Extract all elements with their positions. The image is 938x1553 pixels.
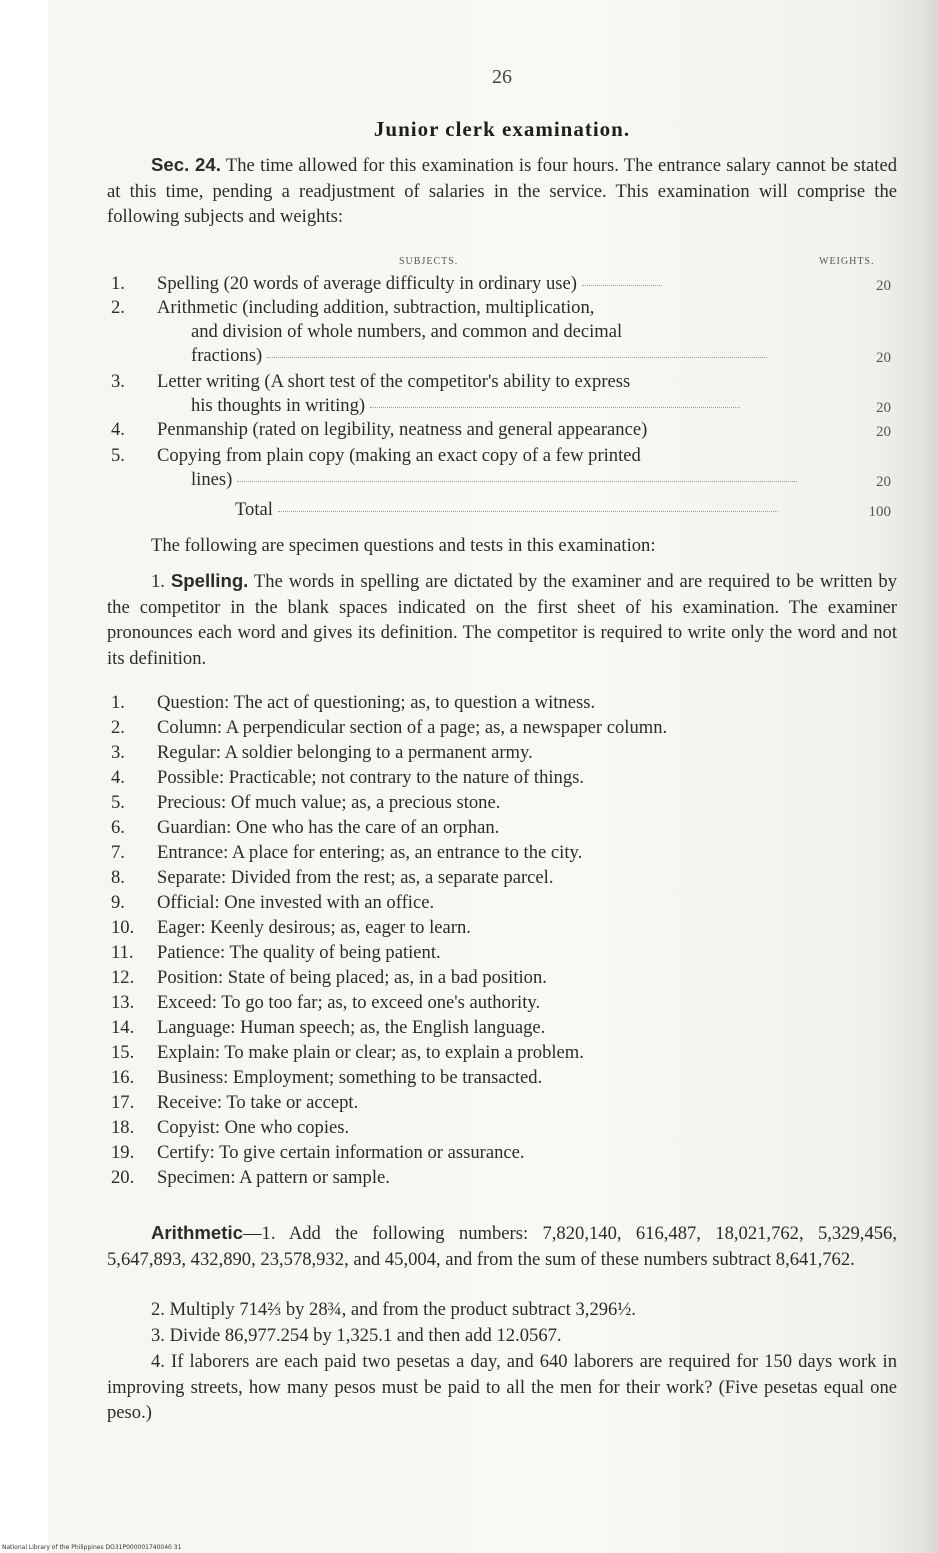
item-text: Position: State of being placed; as, in a bad position. bbox=[157, 967, 547, 988]
subject-number: 1. bbox=[111, 273, 125, 294]
arithmetic-q1-text: —1. Add the following numbers: 7,820,140, 616,487, 18,021,762, 5,329,456, 5,647,893, 432,890, 23,578,932, and 45,004, and from the sum of these numbers subtract 8,641,762. bbox=[107, 1223, 897, 1270]
item-number: 11. bbox=[111, 942, 134, 963]
item-text: Patience: The quality of being patient. bbox=[157, 942, 441, 963]
subject-text: Penmanship (rated on legibility, neatness and general appearance) bbox=[157, 419, 648, 440]
subject-weight: 20 bbox=[876, 424, 891, 440]
subject-text: Letter writing (A short test of the competitor's ability to express bbox=[157, 371, 631, 392]
item-number: 17. bbox=[111, 1092, 135, 1113]
item-text: Column: A perpendicular section of a page; as, a newspaper column. bbox=[157, 717, 668, 738]
item-text: Guardian: One who has the care of an orphan. bbox=[157, 817, 500, 838]
subject-text: Copying from plain copy (making an exact copy of a few printed bbox=[157, 445, 641, 466]
item-number: 15. bbox=[111, 1042, 135, 1063]
item-text: Precious: Of much value; as, a precious stone. bbox=[157, 792, 501, 813]
arithmetic-q4-text: 4. If laborers are each paid two pesetas a day, and 640 laborers are required for 150 days work in improving streets, how many pesos must be paid to all the men for their work? (Five pesetas equal one peso.) bbox=[107, 1351, 897, 1423]
arithmetic-question-4 bbox=[107, 1349, 897, 1426]
item-number: 1. bbox=[111, 692, 125, 713]
item-text: Question: The act of questioning; as, to question a witness. bbox=[157, 692, 596, 713]
spelling-label: Spelling. bbox=[170, 570, 249, 591]
item-number: 12. bbox=[111, 967, 135, 988]
weights-header: WEIGHTS. bbox=[819, 256, 875, 267]
subject-weight: 20 bbox=[876, 400, 891, 416]
item-number: 20. bbox=[111, 1167, 135, 1188]
item-number: 19. bbox=[111, 1142, 135, 1163]
specimen-intro bbox=[107, 533, 897, 559]
item-text: Official: One invested with an office. bbox=[157, 892, 435, 913]
subjects-header: SUBJECTS. bbox=[399, 256, 459, 267]
subject-text: and division of whole numbers, and common and decimal bbox=[191, 321, 623, 342]
subject-number: 4. bbox=[111, 419, 125, 440]
subject-text: lines) bbox=[191, 469, 233, 490]
scan-margin bbox=[0, 0, 48, 1553]
arithmetic-q3-text: 3. Divide 86,977.254 by 1,325.1 and then add 12.0567. bbox=[151, 1325, 562, 1346]
item-number: 10. bbox=[111, 917, 135, 938]
subject-weight: 20 bbox=[876, 474, 891, 490]
item-text: Specimen: A pattern or sample. bbox=[157, 1167, 390, 1188]
arithmetic-label: Arithmetic bbox=[151, 1222, 243, 1243]
subject-text: Arithmetic (including addition, subtraction, multiplication, bbox=[157, 297, 595, 318]
intro-text: The time allowed for this examination is four hours. The entrance salary cannot be stated at this time, pending a readjustment of salaries in the service. This examination will comprise the following subjects and weights: bbox=[107, 155, 898, 227]
total-weight: 100 bbox=[868, 504, 891, 520]
item-number: 14. bbox=[111, 1017, 135, 1038]
item-number: 7. bbox=[111, 842, 125, 863]
item-text: Explain: To make plain or clear; as, to explain a problem. bbox=[157, 1042, 584, 1063]
item-text: Receive: To take or accept. bbox=[157, 1092, 359, 1113]
page-title: Junior clerk examination. bbox=[373, 117, 631, 141]
subject-number: 3. bbox=[111, 371, 125, 392]
item-number: 18. bbox=[111, 1117, 135, 1138]
section-label: Sec. 24. bbox=[151, 154, 221, 175]
subject-text: his thoughts in writing) bbox=[191, 395, 366, 416]
item-text: Certify: To give certain information or assurance. bbox=[157, 1142, 525, 1163]
item-text: Language: Human speech; as, the English language. bbox=[157, 1017, 546, 1038]
subject-text: fractions) bbox=[191, 345, 263, 366]
item-text: Possible: Practicable; not contrary to the nature of things. bbox=[157, 767, 585, 788]
item-text: Regular: A soldier belonging to a permanent army. bbox=[157, 742, 533, 763]
item-text: Entrance: A place for entering; as, an entrance to the city. bbox=[157, 842, 583, 863]
item-text: Exceed: To go too far; as, to exceed one's authority. bbox=[157, 992, 541, 1013]
arithmetic-question-1 bbox=[107, 1220, 897, 1272]
total-label: Total bbox=[235, 499, 273, 520]
specimen-intro-text: The following are specimen questions and tests in this examination: bbox=[151, 535, 656, 556]
item-number: 4. bbox=[111, 767, 125, 788]
arithmetic-q2-text: 2. Multiply 714⅔ by 28¾, and from the product subtract 3,296½. bbox=[151, 1299, 636, 1320]
spelling-paragraph bbox=[107, 568, 897, 671]
arithmetic-question-3 bbox=[107, 1323, 897, 1349]
item-text: Business: Employment; something to be transacted. bbox=[157, 1067, 543, 1088]
subject-weight: 20 bbox=[876, 278, 891, 294]
subject-number: 5. bbox=[111, 445, 125, 466]
arithmetic-question-2 bbox=[107, 1297, 897, 1323]
spelling-text: The words in spelling are dictated by the examiner and are required to be written by the competitor in the blank spaces indicated on the first sheet of his examination. The examiner pronounces each word and gives its definition. The competitor is required to write only the word and not its definition. bbox=[107, 571, 897, 669]
spelling-number: 1. bbox=[151, 571, 165, 592]
item-text: Eager: Keenly desirous; as, eager to learn. bbox=[157, 917, 471, 938]
subject-weight: 20 bbox=[876, 350, 891, 366]
item-number: 2. bbox=[111, 717, 125, 738]
item-text: Copyist: One who copies. bbox=[157, 1117, 350, 1138]
subject-text: Spelling (20 words of average difficulty in ordinary use) bbox=[157, 273, 577, 294]
item-number: 8. bbox=[111, 867, 125, 888]
item-number: 3. bbox=[111, 742, 125, 763]
item-number: 13. bbox=[111, 992, 135, 1013]
subject-number: 2. bbox=[111, 297, 125, 318]
archive-credit: National Library of the Philippines DO31P000001740040 31 bbox=[2, 1544, 182, 1551]
item-number: 6. bbox=[111, 817, 125, 838]
page-number: 26 bbox=[492, 66, 512, 88]
item-number: 16. bbox=[111, 1067, 135, 1088]
intro-paragraph bbox=[107, 152, 897, 230]
item-number: 9. bbox=[111, 892, 125, 913]
item-number: 5. bbox=[111, 792, 125, 813]
item-text: Separate: Divided from the rest; as, a separate parcel. bbox=[157, 867, 554, 888]
